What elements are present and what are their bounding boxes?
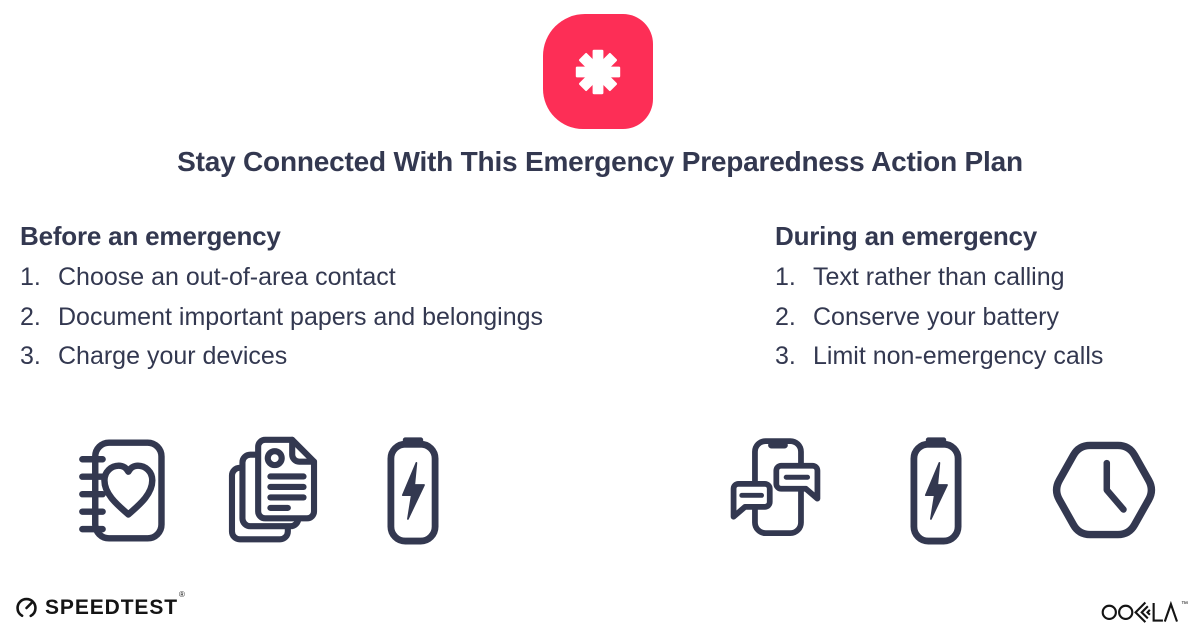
list-marker: 2.	[20, 302, 41, 331]
list-marker: 1.	[20, 263, 41, 291]
battery-charge-icon	[902, 433, 970, 548]
list-item	[20, 298, 720, 338]
battery-charge-icon	[379, 433, 447, 548]
during-emergency-list	[775, 258, 1195, 377]
list-marker: 3.	[775, 342, 796, 370]
clock-hexagon-icon	[1048, 438, 1160, 542]
list-item	[20, 337, 720, 377]
during-emergency-icons	[727, 420, 1160, 560]
speedtest-logo	[14, 589, 186, 620]
list-marker: 1.	[775, 263, 796, 291]
before-emergency-section	[20, 219, 720, 377]
phone-messages-icon	[727, 434, 824, 546]
speedtest-trademark: ®	[178, 589, 186, 599]
list-marker: 2.	[775, 302, 796, 331]
speedtest-wordmark: SPEEDTEST®	[45, 589, 186, 619]
list-item	[775, 298, 1195, 338]
ookla-logo	[1101, 600, 1188, 623]
list-item-text: Conserve your battery	[813, 302, 1059, 331]
list-item-text: Charge your devices	[58, 342, 288, 370]
emergency-badge	[543, 14, 653, 129]
list-item-text: Choose an out-of-area contact	[58, 263, 396, 291]
list-marker: 3.	[20, 342, 41, 370]
list-item	[775, 337, 1195, 377]
during-emergency-section	[775, 219, 1195, 377]
list-item-text: Text rather than calling	[813, 263, 1065, 291]
list-item	[20, 258, 720, 298]
notebook-heart-icon	[75, 435, 167, 546]
before-emergency-icons	[75, 420, 447, 560]
before-emergency-list	[20, 258, 720, 377]
list-item-text: Document important papers and belongings	[58, 302, 544, 331]
asterisk-icon	[568, 42, 628, 102]
during-emergency-heading: During an emergency	[775, 221, 1038, 251]
ookla-wordmark-icon	[1101, 600, 1180, 623]
speed-gauge-icon	[14, 595, 39, 620]
page-title: Stay Connected With This Emergency Preparedness Action Plan	[177, 146, 1023, 177]
before-emergency-heading: Before an emergency	[20, 221, 281, 251]
documents-stack-icon	[225, 431, 321, 549]
list-item-text: Limit non-emergency calls	[813, 342, 1104, 370]
list-item	[775, 258, 1195, 298]
ookla-trademark: ™	[1181, 601, 1188, 608]
